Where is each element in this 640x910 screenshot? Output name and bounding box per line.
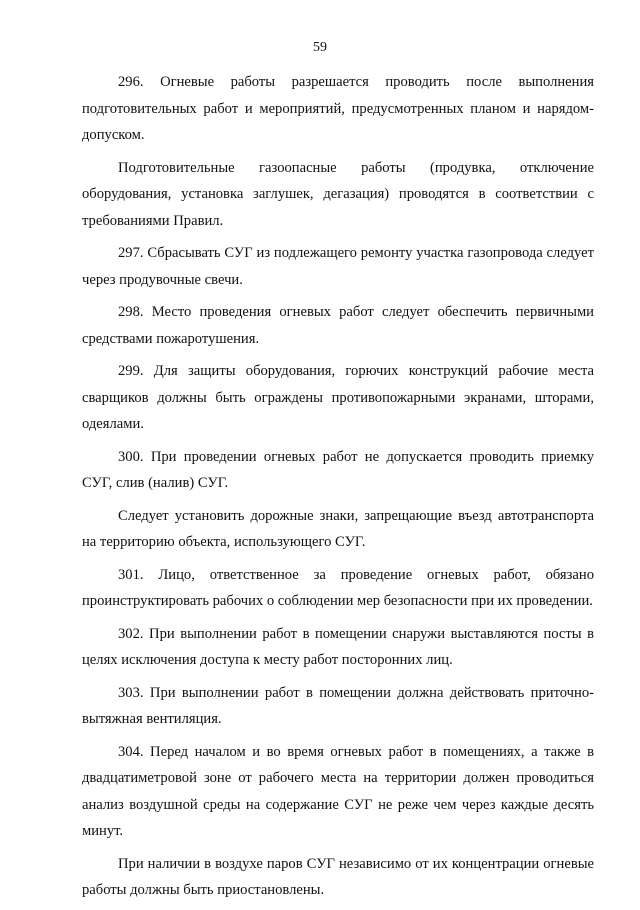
paragraph: Следует установить дорожные знаки, запрещающие въезд автотранспорта на территорию объекта, использующего СУГ. — [82, 507, 594, 550]
paragraph: 296. Огневые работы разрешается проводить после выполнения подготовительных работ и мероприятий, предусмотренных планом и нарядом-допуском. — [82, 74, 594, 143]
document-body — [82, 69, 594, 910]
paragraph: Подготовительные газоопасные работы (продувка, отключение оборудования, установка заглушек, дегазация) проводятся в соответствии с требованиями Правил. — [82, 159, 594, 229]
paragraph: 300. При проведении огневых работ не допускается проводить приемку СУГ, слив (налив) СУГ. — [82, 448, 594, 491]
paragraph: 299. Для защиты оборудования, горючих конструкций рабочие места сварщиков должны быть ограждены противопожарными экранами, шторами, одеялами. — [82, 363, 594, 432]
paragraph: 298. Место проведения огневых работ следует обеспечить первичными средствами пожаротушения. — [82, 304, 594, 347]
paragraph: 302. При выполнении работ в помещении снаружи выставляются посты в целях исключения доступа к месту работ посторонних лиц. — [82, 625, 594, 668]
page-number: 59 — [313, 40, 327, 55]
paragraph: 297. Сбрасывать СУГ из подлежащего ремонту участка газопровода следует через продувочные свечи. — [82, 245, 594, 288]
paragraph: 304. Перед началом и во время огневых работ в помещениях, а также в двадцатиметровой зоне от рабочего места на территории должен проводиться анализ воздушной среды на содержание СУГ не реже чем через каждые десять минут. — [82, 743, 594, 839]
paragraph: При наличии в воздухе паров СУГ независимо от их концентрации огневые работы должны быть приостановлены. — [82, 855, 594, 898]
paragraph: 303. При выполнении работ в помещении должна действовать приточно-вытяжная вентиляция. — [82, 684, 594, 727]
paragraph: 301. Лицо, ответственное за проведение огневых работ, обязано проинструктировать рабочих о соблюдении мер безопасности при их проведении. — [82, 566, 594, 609]
